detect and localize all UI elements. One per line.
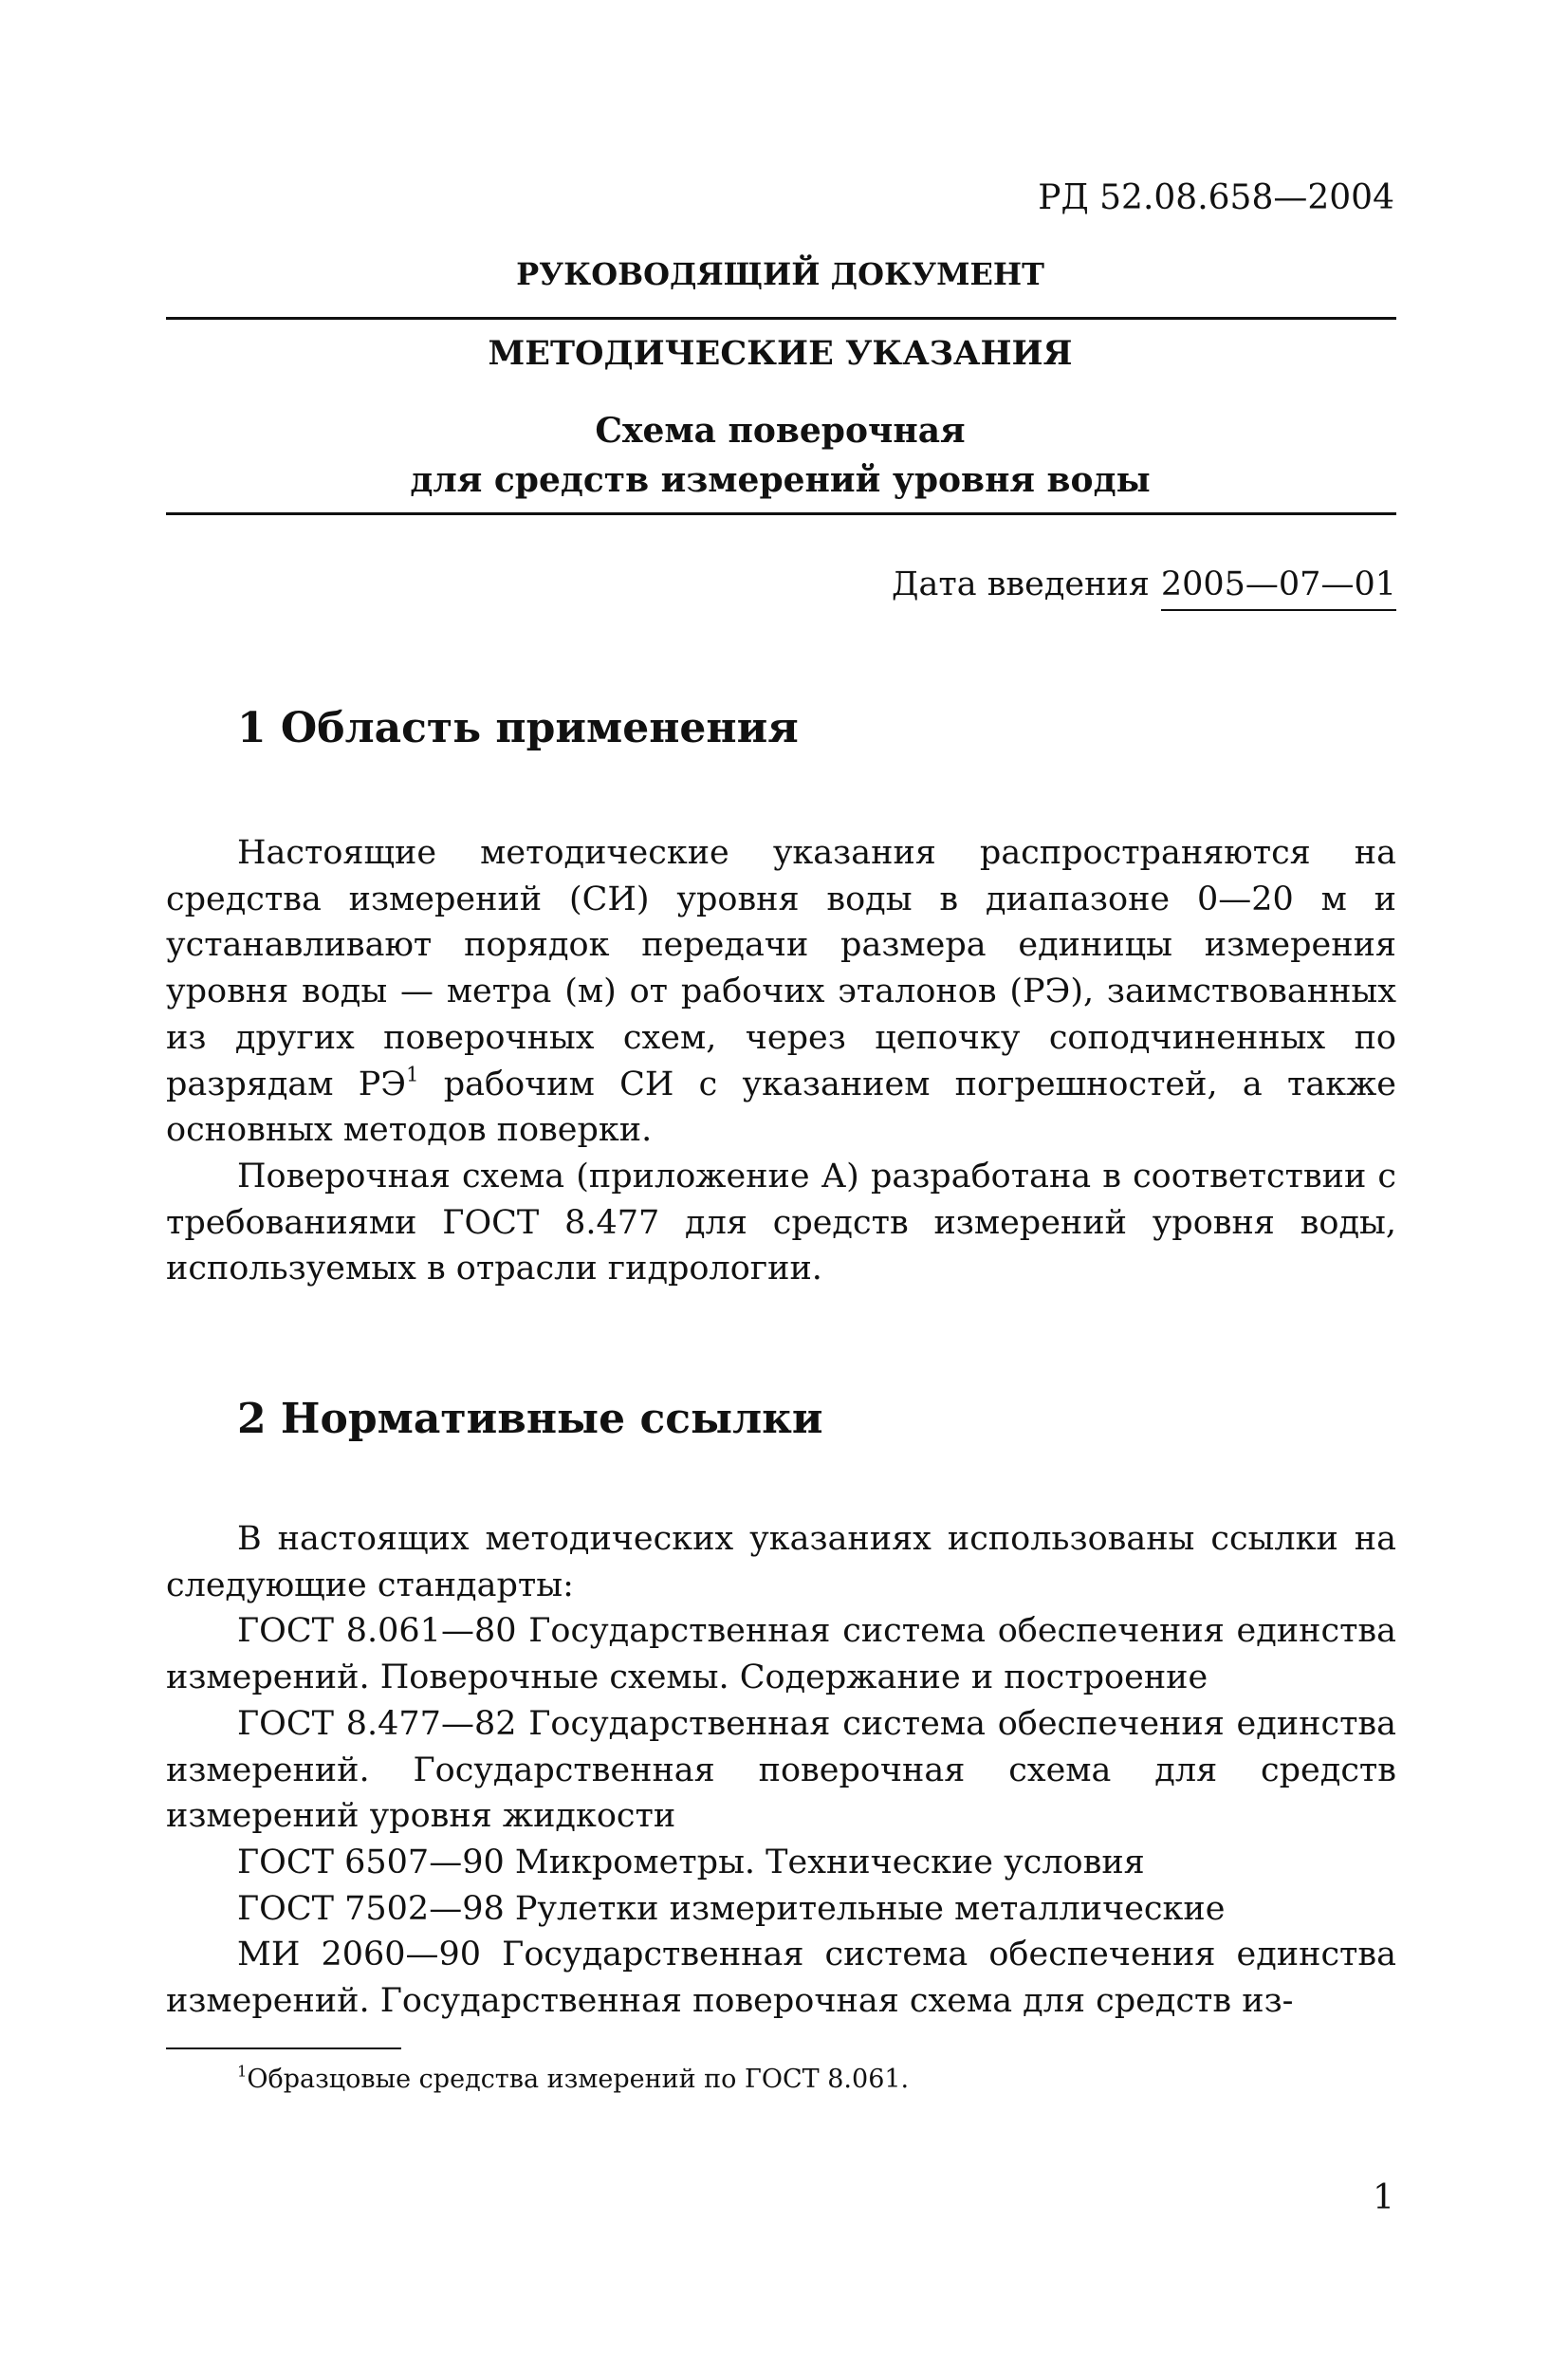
reference-gost-7502: ГОСТ 7502—98 Рулетки измерительные металлические: [237, 1889, 1226, 1928]
footnote-reference: 1: [406, 1062, 419, 1085]
reference-gost-8-477: ГОСТ 8.477—82 Государственная система обеспечения единства измерений. Государственная поверочная схема для средств измерений уровня жидкости: [166, 1704, 1396, 1836]
date-value: 2005—07—01: [1161, 565, 1396, 611]
document-type: МЕТОДИЧЕСКИЕ УКАЗАНИЯ: [488, 334, 1073, 373]
footnote-separator: [166, 2047, 401, 2049]
document-title: [166, 406, 1394, 505]
section-1-paragraph-1: Настоящие методические указания распространяются на средства измерений (СИ) уровня воды в диапазоне 0—20 м и устанавливают порядок передачи размера единицы измерения уровня воды — метра (м) от рабочих эталонов (РЭ), заимствованных из других поверочных схем, через цепочку соподчиненных по разрядам $РЭ^1$ рабочим СИ с указанием погрешностей, а также основных методов поверки.: [166, 834, 1397, 1150]
footnote: [237, 2062, 910, 2094]
page-number: 1: [1373, 2178, 1394, 2217]
title-bottom-rule: [166, 512, 1396, 515]
document-kind: РУКОВОДЯЩИЙ ДОКУМЕНТ: [516, 256, 1044, 292]
section-1-heading: 1 Область применения: [237, 704, 799, 752]
footnote-text: Образцовые средства измерений по ГОСТ 8.061.: [247, 2065, 910, 2094]
section-2-body: [166, 1516, 1396, 2025]
section-1-paragraph-2: Поверочная схема (приложение А) разработана в соответствии с требованиями ГОСТ 8.477 для средств измерений уровня воды, используемых в отрасли гидрологии.: [166, 1157, 1396, 1288]
title-line-1: Схема поверочная: [595, 411, 966, 451]
section-2-paragraph: В настоящих методических указаниях использованы ссылки на следующие стандарты:: [166, 1520, 1396, 1604]
reference-mi-2060: МИ 2060—90 Государственная система обеспечения единства измерений. Государственная поверочная схема для средств из-: [166, 1936, 1396, 2021]
title-line-2: для средств измерений уровня воды: [410, 460, 1151, 500]
reference-gost-6507: ГОСТ 6507—90 Микрометры. Технические условия: [237, 1843, 1145, 1881]
title-top-rule: [166, 317, 1396, 320]
section-1-body: [166, 830, 1396, 1292]
reference-gost-8-061: ГОСТ 8.061—80 Государственная система обеспечения единства измерений. Поверочные схемы. Содержание и построение: [166, 1612, 1396, 1697]
footnote-mark: 1: [237, 2062, 248, 2081]
document-code: РД 52.08.658—2004: [1038, 178, 1394, 217]
introduction-date: [664, 565, 1396, 611]
section-2-heading: 2 Нормативные ссылки: [237, 1395, 823, 1443]
date-label: Дата введения: [892, 565, 1150, 603]
